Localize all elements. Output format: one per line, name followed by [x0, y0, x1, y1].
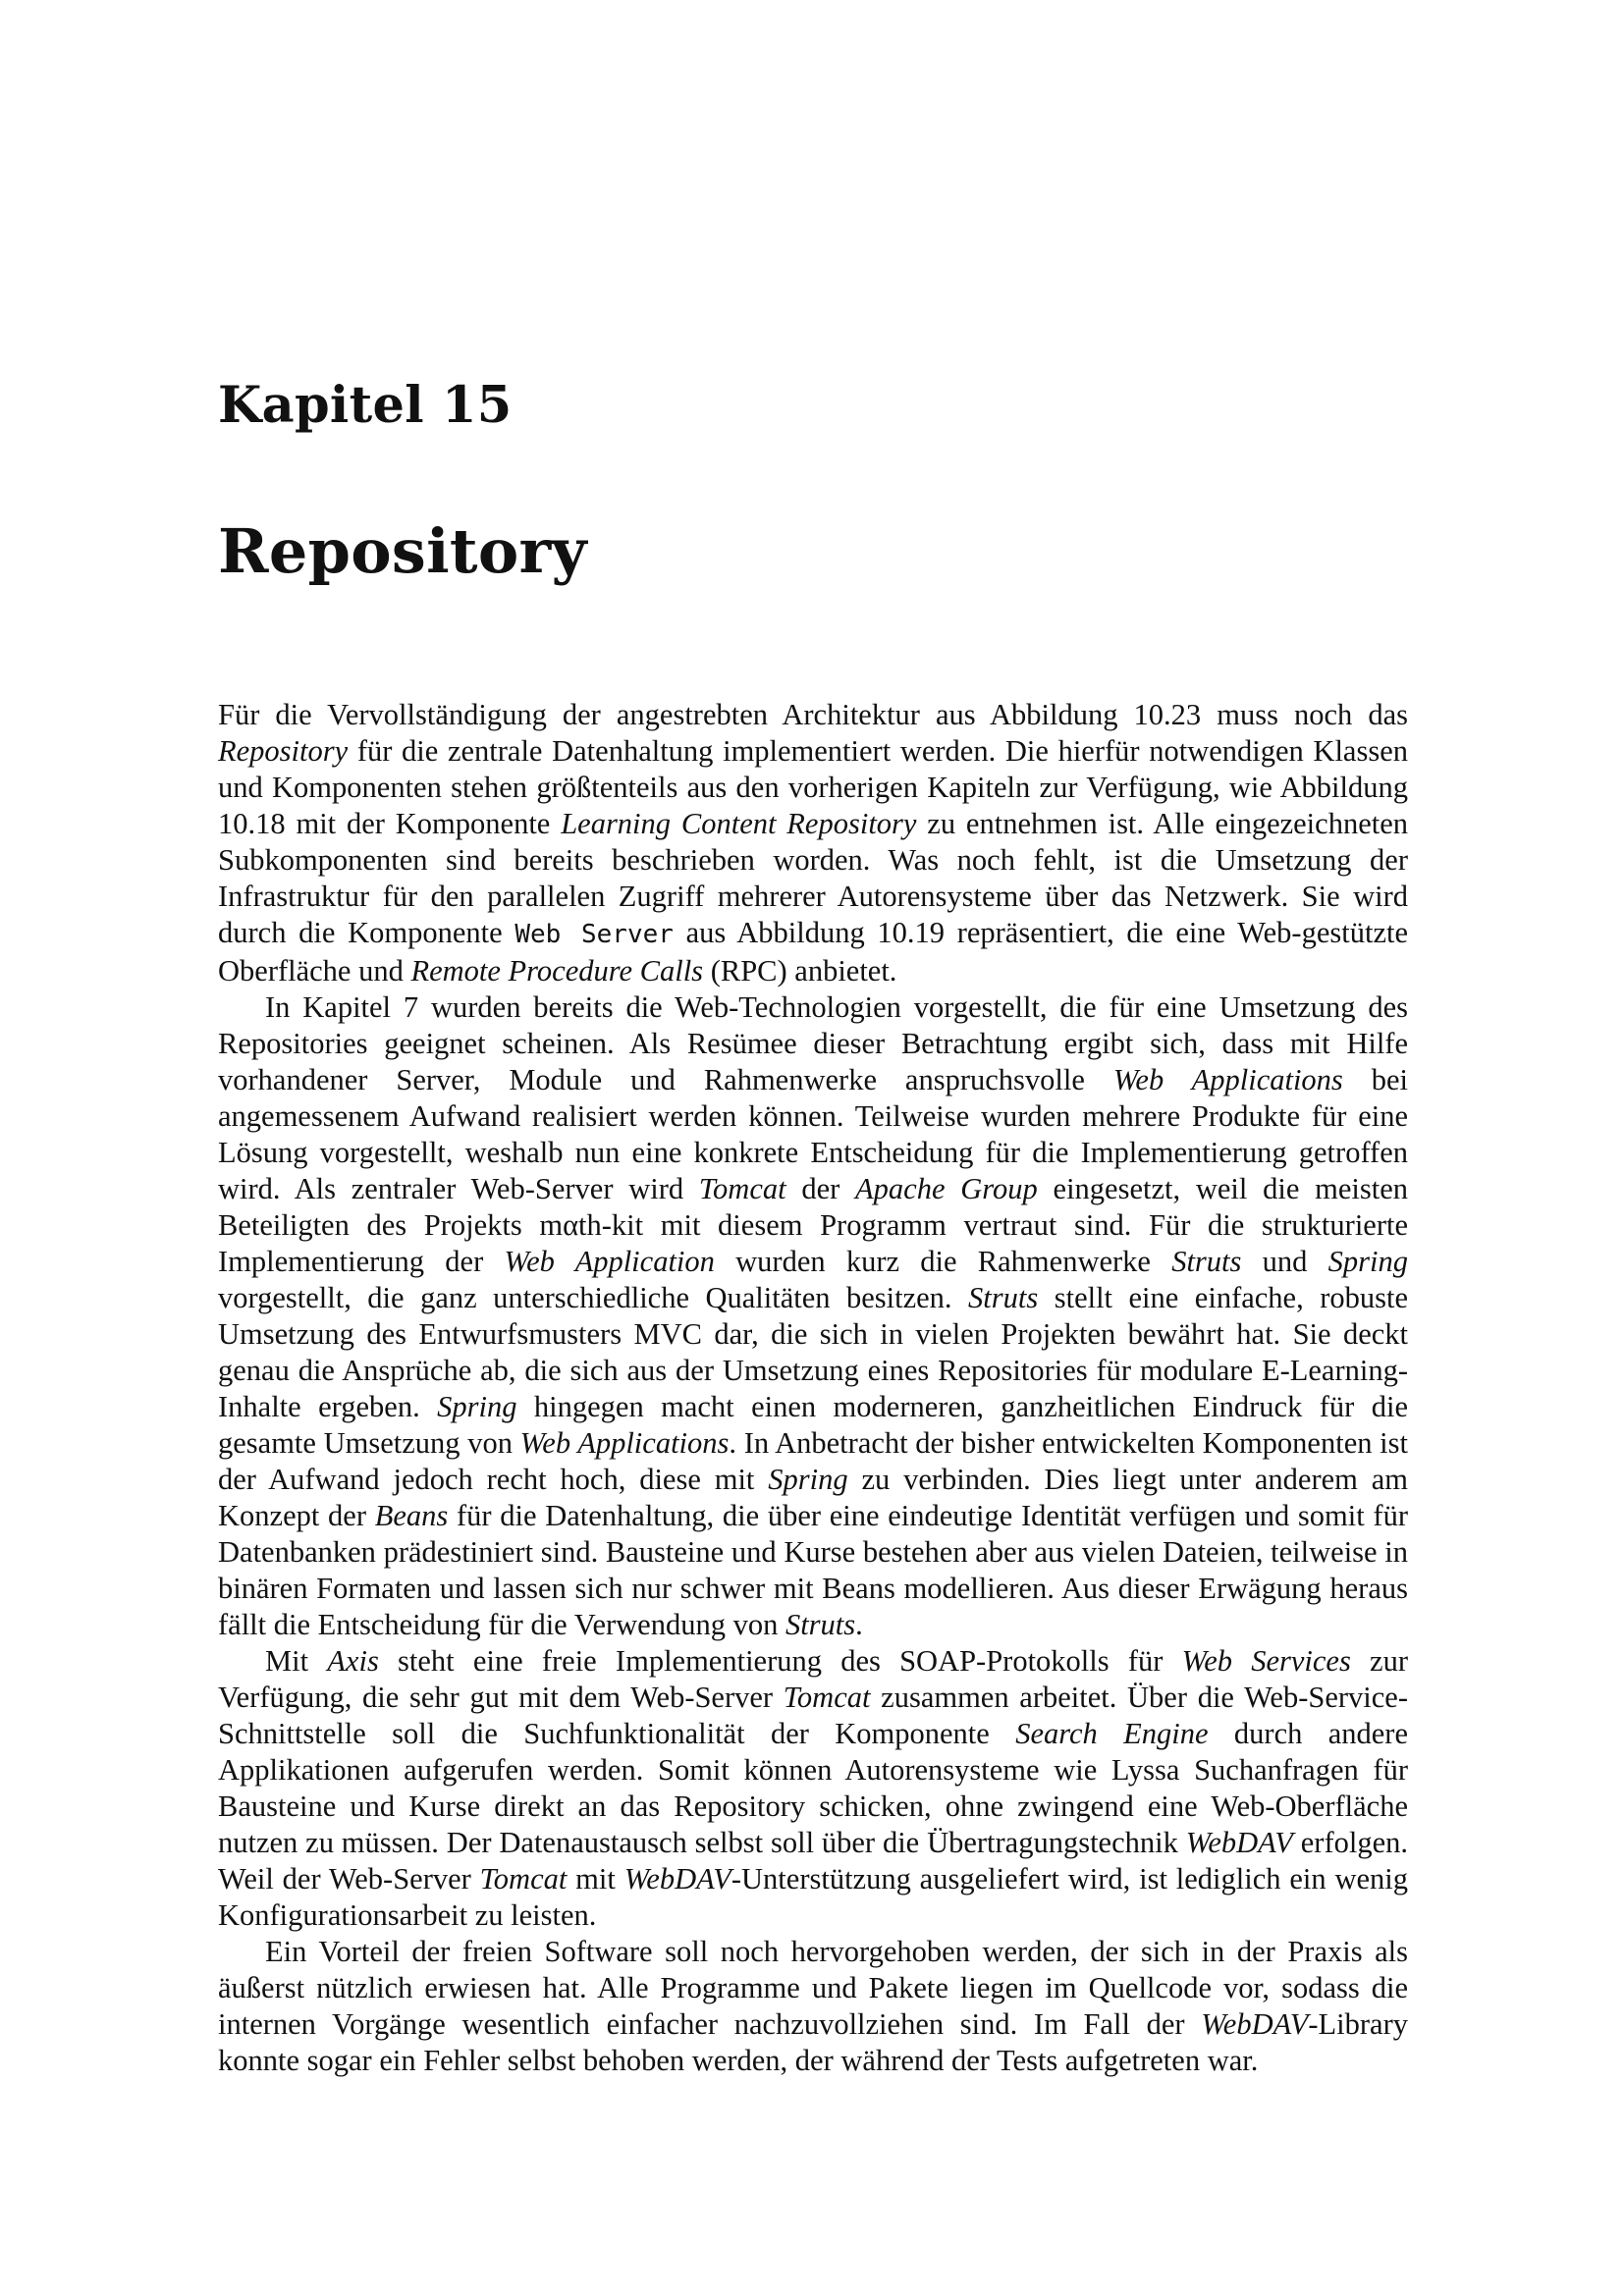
emphasis-text: WebDAV	[623, 1862, 731, 1896]
text-run: stellt eine einfache, robuste Umsetzung des Entwurfsmusters MVC dar, die sich in vielen Projekten bewährt hat. Sie deckt genau die Ansprüche ab, die sich aus der Umsetzung eines Repositories für modulare E-Learning-Inhalte ergeben.	[218, 1281, 1408, 1423]
text-run: (RPC) anbietet.	[703, 954, 897, 988]
chapter-title: Repository	[218, 515, 587, 587]
emphasis-text: Struts	[1171, 1245, 1242, 1278]
text-run: eingesetzt, weil die meisten Beteiligten des Projekts mαth-kit mit diesem Programm vertraut sind. Für die strukturierte Implementierung der	[218, 1172, 1408, 1278]
text-run: für die zentrale Datenhaltung implementiert werden. Die hierfür notwendigen Klassen und Komponenten stehen größtenteils aus den vorherigen Kapiteln zur Verfügung, wie Abbildung 10.18 mit der Komponente	[218, 734, 1408, 840]
emphasis-text: Axis	[327, 1644, 379, 1678]
emphasis-text: Struts	[968, 1281, 1039, 1314]
body-text	[218, 697, 1408, 2079]
emphasis-text: Learning Content Repository	[561, 807, 917, 840]
emphasis-text: Tomcat	[698, 1172, 786, 1205]
text-run: durch andere Applikationen aufgerufen werden. Somit können Autorensysteme wie Lyssa Suchanfragen für Bausteine und Kurse direkt an das Repository schicken, ohne zwingend eine Web-Oberfläche nutzen zu müssen. Der Datenaustausch selbst soll über die Übertragungstechnik	[218, 1717, 1408, 1859]
emphasis-text: Search Engine	[1015, 1717, 1209, 1750]
emphasis-text: Web Application	[504, 1245, 715, 1278]
emphasis-text: Apache Group	[855, 1172, 1038, 1205]
emphasis-text: Struts	[785, 1608, 856, 1641]
paragraph	[218, 697, 1408, 989]
text-run: Ein Vorteil der freien Software soll noch hervorgehoben werden, der sich in der Praxis als äußerst nützlich erwiesen hat. Alle Programme und Pakete liegen im Quellcode vor, sodass die internen Vorgänge wesentlich einfacher nachzuvollziehen sind. Im Fall der	[218, 1935, 1408, 2041]
emphasis-text: Repository	[218, 734, 349, 768]
text-run: und	[1241, 1245, 1328, 1278]
text-run: Mit	[265, 1644, 328, 1678]
emphasis-text: Spring	[437, 1390, 517, 1423]
chapter-label: Kapitel 15	[218, 376, 513, 435]
emphasis-text: WebDAV	[1201, 2007, 1309, 2041]
emphasis-text: Remote Procedure Calls	[410, 954, 704, 988]
text-run: aus Abbildung 10.19 repräsentiert, die eine Web-gestützte Oberfläche und	[218, 916, 1408, 988]
text-run: zu verbinden. Dies liegt unter anderem am Konzept der	[218, 1463, 1409, 1532]
text-run: erfolgen. Weil der Web-Server	[218, 1826, 1408, 1896]
text-run: wurden kurz die Rahmenwerke	[714, 1245, 1172, 1278]
text-run: für die Datenhaltung, die über eine eindeutige Identität verfügen und somit für Datenbanken prädestiniert sind. Bausteine und Kurse bestehen aber aus vielen Dateien, teilweise in binären Formaten und lassen sich nur schwer mit Beans modellieren. Aus dieser Erwägung heraus fällt die Entscheidung für die Verwendung von	[218, 1499, 1408, 1641]
emphasis-text: Tomcat	[479, 1862, 568, 1896]
code-text: Web Server	[514, 920, 674, 949]
emphasis-text: Web Applications	[1112, 1063, 1343, 1096]
text-run: Für die Vervollständigung der angestrebten Architektur aus Abbildung 10.23 muss noch das	[218, 698, 1408, 731]
text-run: .	[855, 1608, 863, 1641]
emphasis-text: Web Applications	[519, 1426, 730, 1460]
text-run: -Library konnte sogar ein Fehler selbst behoben werden, der während der Tests aufgetreten war.	[218, 2007, 1408, 2077]
emphasis-text: Web Services	[1181, 1644, 1351, 1678]
text-run: vorgestellt, die ganz unterschiedliche Qualitäten besitzen.	[218, 1281, 969, 1314]
text-run: . In Anbetracht der bisher entwickelten Komponenten ist der Aufwand jedoch recht hoch, diese mit	[218, 1426, 1408, 1496]
paragraph	[218, 989, 1408, 1643]
text-run: zur Verfügung, die sehr gut mit dem Web-Server	[218, 1644, 1409, 1714]
emphasis-text: Spring	[1327, 1245, 1408, 1278]
emphasis-text: Tomcat	[783, 1681, 871, 1714]
text-run: mit	[567, 1862, 624, 1896]
text-run: der	[785, 1172, 856, 1205]
text-run: In Kapitel 7 wurden bereits die Web-Technologien vorgestellt, die für eine Umsetzung des Repositories geeignet scheinen. Als Resümee dieser Betrachtung ergibt sich, dass mit Hilfe vorhandener Server, Module und Rahmenwerke anspruchsvolle	[218, 990, 1408, 1096]
text-run: hingegen macht einen moderneren, ganzheitlichen Eindruck für die gesamte Umsetzung von	[218, 1390, 1408, 1460]
text-run: -Unterstützung ausgeliefert wird, ist lediglich ein wenig Konfigurationsarbeit zu leisten.	[218, 1862, 1408, 1932]
text-run: zusammen arbeitet. Über die Web-Service-Schnittstelle soll die Suchfunktionalität der Komponente	[218, 1681, 1408, 1750]
text-run: bei angemessenem Aufwand realisiert werden können. Teilweise wurden mehrere Produkte für eine Lösung vorgestellt, weshalb nun eine konkrete Entscheidung für die Implementierung getroffen wird. Als zentraler Web-Server wird	[218, 1063, 1408, 1205]
emphasis-text: WebDAV	[1185, 1826, 1293, 1859]
emphasis-text: Spring	[768, 1463, 848, 1496]
text-run: steht eine freie Implementierung des SOAP-Protokolls für	[378, 1644, 1182, 1678]
paragraph	[218, 1934, 1408, 2079]
emphasis-text: Beans	[374, 1499, 449, 1532]
text-run: zu entnehmen ist. Alle eingezeichneten Subkomponenten sind bereits beschrieben worden. Was noch fehlt, ist die Umsetzung der Infrastruktur für den parallelen Zugriff mehrerer Autorensysteme über das Netzwerk. Sie wird durch die Komponente	[218, 807, 1408, 949]
paragraph	[218, 1643, 1408, 1934]
